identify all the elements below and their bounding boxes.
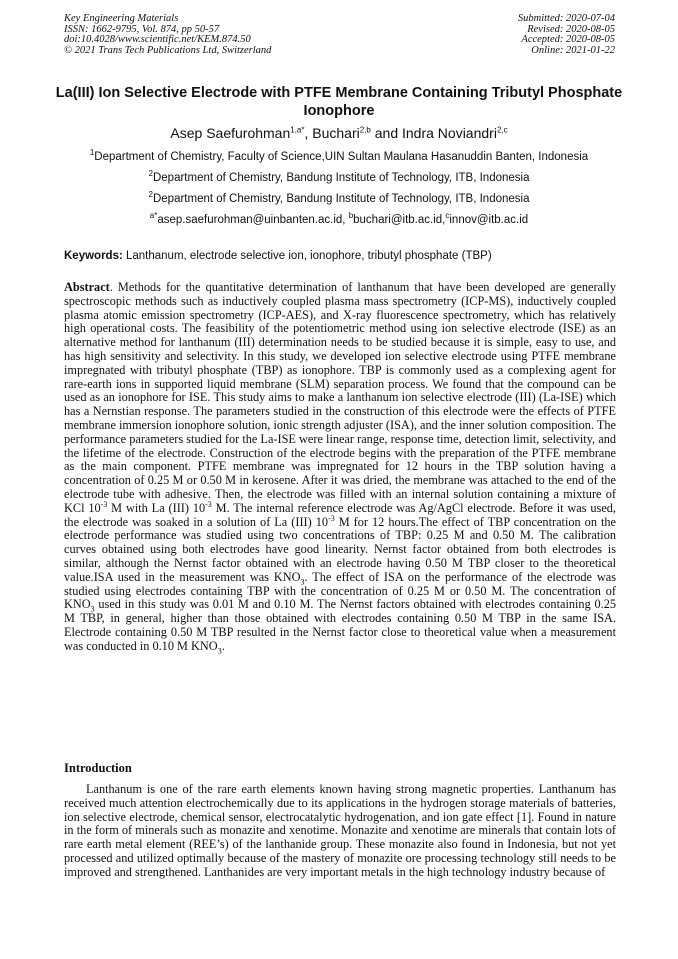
abstract-sup-2: -3 (205, 499, 212, 509)
keywords-text: Lanthanum, electrode selective ion, ionophore, tributyl phosphate (TBP) (122, 250, 492, 262)
affiliation-2-text: Department of Chemistry, Bandung Institute of Technology, ITB, Indonesia (152, 172, 530, 184)
email-c-sup: c (445, 211, 450, 221)
copyright: © 2021 Trans Tech Publications Ltd, Switzerland (64, 44, 272, 56)
section-heading-introduction: Introduction (64, 761, 132, 775)
affiliation-1-text: Department of Chemistry, Faculty of Science,UIN Sultan Maulana Hasanuddin Banten, Indonesia (94, 151, 589, 163)
author-2-sup: 2,b (359, 125, 371, 135)
abstract-sub-3: 3 (217, 646, 222, 656)
author-separator: , (304, 125, 313, 141)
author-3-sup: 2,c (496, 125, 508, 135)
dates-info (518, 14, 615, 56)
author-1: Asep Saefurohman (170, 125, 291, 141)
abstract (64, 281, 616, 654)
affiliation-3-text: Department of Chemistry, Bandung Institute of Technology, ITB, Indonesia (152, 193, 530, 205)
doi[interactable]: doi:10.4028/www.scientific.net/KEM.874.50 (64, 34, 251, 45)
keywords (64, 249, 616, 263)
introduction-paragraph: Lanthanum is one of the rare earth elements known having strong magnetic properties. Lanthanum has received much attention electrochemically due to its applications in the hydrogen storage materials of batteries, ion selective electrode, chemical sensor, electrocatalytic hydrogenation, and ion gate effect [1]. Found in nature in the form of minerals such as monazite and xenotime. Monazite and xenotime are minerals that contain lots of rare earth metal element (REE’s) of the lanthanide group. These monazite also found in Indonesia, but not yet processed and utilized optimally because of the mastery of monazite ore processing technology still needs to be improved and strengthened. Lanthanides are very important metals in the high technology industry because of (64, 782, 616, 879)
affiliation-1 (0, 150, 678, 164)
abstract-sup-1: -3 (100, 499, 108, 509)
author-2: Buchari (312, 125, 360, 141)
affiliation-3-sup: 2 (148, 190, 153, 200)
abstract-sub-1: 3 (300, 577, 305, 587)
email-line (0, 213, 678, 227)
journal-info (64, 14, 271, 56)
abstract-sup-3: -3 (328, 513, 335, 523)
abstract-text-2: M with La (III) 10 (107, 500, 206, 515)
abstract-text-5: . The effect of ISA on the performance of the electrode was studied using electrodes containing TBP with the concentration of 0.25 M or 0.50 M. The concentration of KNO (64, 569, 616, 612)
online-date: Online: 2021-01-22 (531, 44, 615, 56)
keywords-label: Keywords: (64, 250, 123, 262)
revised-date: Revised: 2020-08-05 (527, 23, 615, 35)
issn: ISSN: 1662-9795, Vol. 874, pp 50-57 (64, 23, 220, 35)
abstract-label: Abstract (64, 280, 110, 294)
abstract-text-6: used in this study was 0.01 M and 0.10 M. The Nernst factors obtained with electrodes containing 0.25 M TBP, in general, higher than those obtained with electrodes containing 0.50 M TBP in the same ISA. Electrode containing 0.50 M TBP resulted in the Nernst factor close to theoretical value when a measurement was conducted in 0.10 M KNO (64, 597, 616, 653)
abstract-text-4: M for 12 hours.The effect of TBP concentration on the electrode performance was studied using two concentrations of TBP: 0.25 M and 0.50 M. The calibration curves obtained using both electrodes have good linearity. Nernst factor obtained from both electrodes is similar, although the Nernst factor obtained with an electrode having 0.50 M TBP closer to the theoretical value.ISA used in the measurement was KNO (64, 514, 616, 584)
author-list (0, 124, 678, 142)
author-and: and (370, 125, 402, 141)
email-a[interactable]: asep.saefurohman@uinbanten.ac.id, (157, 214, 349, 226)
paper-title: La(III) Ion Selective Electrode with PTFE Membrane Containing Tributyl Phosphate Ionophore (55, 85, 623, 119)
submitted-date: Submitted: 2020-07-04 (517, 13, 615, 24)
abstract-text-7: . (221, 638, 225, 653)
affiliation-3 (0, 192, 678, 206)
affiliation-2 (0, 171, 678, 185)
email-a-sup: a* (149, 211, 158, 221)
email-b[interactable]: buchari@itb.ac.id, (353, 214, 446, 226)
abstract-text-1: . Methods for the quantitative determination of lanthanum that have been developed are generally spectroscopic methods such as inductively coupled plasma mass spectrometry (ICP-MS), inductively coupled plasma atomic emission spectrometry (ICP-AES), and X-ray fluorescence spectrometry, which has relatively high operational costs. The feasibility of the potentiometric method using ion selective electrode (ISE) as an alternative method for lanthanum (III) determination needs to be studied because it is simple, easy to use, and has high sensitivity and selectivity. In this study, we developed ion selective electrode using PTFE membrane impregnated with tributyl phosphate (TBP) as ionophore. TBP is commonly used as a complexing agent for rare-earth ions in supported liquid membrane (SLM) separation process. We found that the compound can be used as an ionophore for ISE. This study aims to make a lanthanum ion selective electrode (III) (La-ISE) which has a Nernstian response. The parameters studied in the construction of this electrode were the effects of PTFE membrane immersion ionophore solution, ionic strength adjuster (ISA), and the inner solution composition. The performance parameters studied for the La-ISE were linear range, response time, detection limit, selectivity, and the lifetime of the electrode. Construction of the electrode begins with the preparation of the PTFE membrane as the main component. PTFE membrane was impregnated for 12 hours in the TBP solution having a concentration of 0.25 M or 0.50 M in kerosene. After it was dried, the membrane was attached to the end of the electrode tube with adhesive. Then, the electrode was filled with an internal solution containing a mixture of KCl 10 (64, 280, 616, 515)
email-c[interactable]: innov@itb.ac.id (449, 214, 529, 226)
affiliation-2-sup: 2 (148, 169, 153, 179)
email-b-sup: b (348, 211, 354, 221)
abstract-sub-2: 3 (90, 604, 95, 614)
journal-name: Key Engineering Materials (64, 13, 179, 24)
author-3: Indra Noviandri (402, 125, 497, 141)
affiliation-1-sup: 1 (89, 148, 95, 158)
author-1-sup: 1,a* (290, 125, 305, 135)
abstract-text-3: M. The internal reference electrode was Ag/AgCl electrode. Before it was used, the electrode was soaked in a solution of La (III) 10 (64, 500, 616, 529)
accepted-date: Accepted: 2020-08-05 (521, 34, 615, 45)
